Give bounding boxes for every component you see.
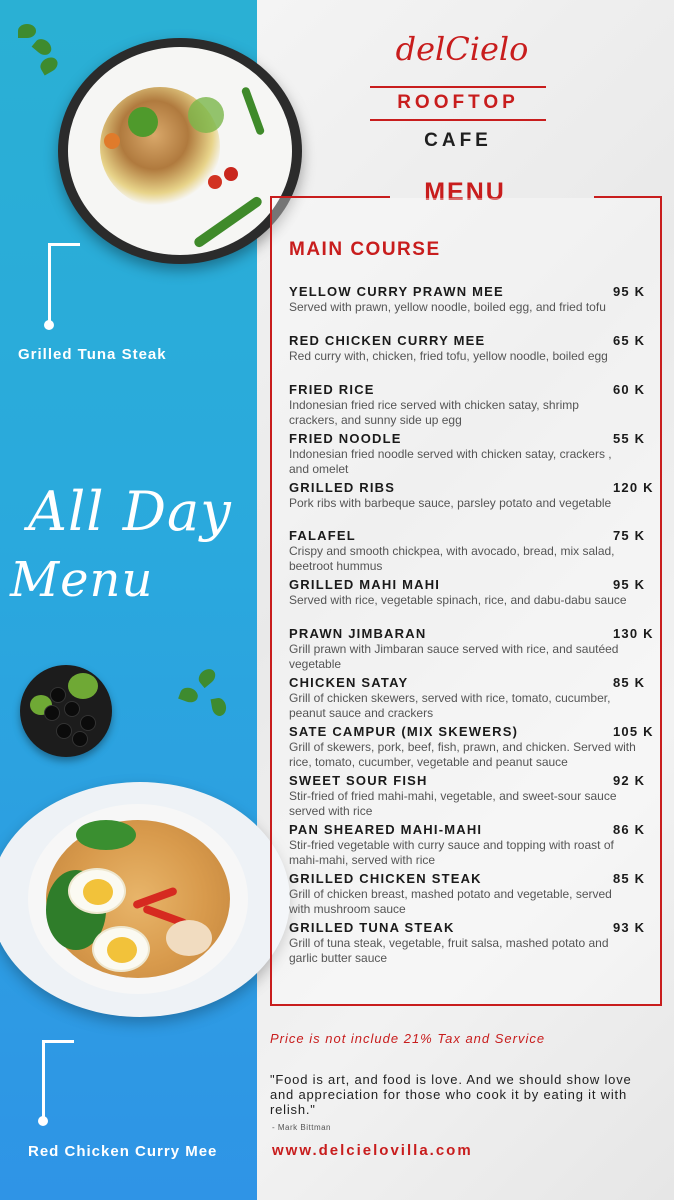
menu-item-description: Indonesian fried rice served with chicken satay, shrimp crackers, and sunny side up egg: [289, 397, 579, 427]
caption-red-chicken-curry: Red Chicken Curry Mee: [28, 1143, 218, 1160]
red-chicken-curry-bowl-image: [0, 782, 290, 1017]
menu-item-name: PRAWN JIMBARAN: [289, 626, 427, 642]
quote-text: "Food is art, and food is love. And we should show love and appreciation for those who cook it by eating it with relish.": [270, 1072, 632, 1117]
menu-item-description: Grill of tuna steak, vegetable, fruit salsa, mashed potato and garlic butter sauce: [289, 935, 609, 965]
caption-marker-line: [48, 243, 80, 246]
menu-item-list: [289, 284, 655, 968]
menu-item-description: Served with rice, vegetable spinach, rice, and dabu-dabu sauce: [289, 593, 627, 608]
menu-item: [289, 920, 655, 969]
menu-item-description: Crispy and smooth chickpea, with avocado, bread, mix salad, beetroot hummus: [289, 544, 615, 574]
caption-marker-line: [42, 1040, 74, 1043]
menu-item-price: 93 K: [613, 919, 646, 935]
menu-item: [289, 577, 655, 626]
all-day-script-title: All Day: [28, 480, 232, 543]
menu-title: MENU: [424, 178, 506, 206]
menu-item: [289, 382, 655, 431]
menu-item-name: SATE CAMPUR (MIX SKEWERS): [289, 724, 519, 740]
menu-item: [289, 333, 655, 382]
menu-item-price: 85 K: [613, 870, 646, 886]
menu-item-name: FALAFEL: [289, 528, 356, 544]
menu-item-name: GRILLED RIBS: [289, 479, 396, 495]
caption-marker-dot: [38, 1116, 48, 1126]
menu-item: [289, 528, 655, 577]
menu-item-price: 75 K: [613, 528, 646, 544]
menu-item-name: GRILLED MAHI MAHI: [289, 577, 441, 593]
menu-item-name: YELLOW CURRY PRAWN MEE: [289, 284, 504, 299]
menu-item-price: 130 K: [613, 626, 654, 642]
menu-item-name: RED CHICKEN CURRY MEE: [289, 332, 486, 348]
menu-item-price: 55 K: [613, 430, 646, 446]
menu-item-price: 105 K: [613, 724, 654, 740]
section-title-main-course: MAIN COURSE: [289, 239, 441, 260]
menu-item-name: PAN SHEARED MAHI-MAHI: [289, 821, 483, 837]
brand-subtitle-cafe: CAFE: [424, 130, 492, 151]
parsley-leaf-icon: [18, 24, 36, 38]
caption-marker-dot: [44, 320, 54, 330]
menu-item-description: Grill of skewers, pork, beef, fish, prawn, and chicken. Served with rice, tomato, cucumber, vegetable and peanut sauce: [289, 740, 636, 770]
menu-item: [289, 724, 655, 773]
menu-item: [289, 480, 655, 529]
menu-item-description: Stir-fried of fried mahi-mahi, vegetable, and sweet-sour sauce served with rice: [289, 788, 617, 818]
menu-item-description: Grill prawn with Jimbaran sauce served with rice, and sautéed vegetable: [289, 642, 619, 672]
menu-item-price: 95 K: [613, 284, 646, 299]
website-link[interactable]: www.delcielovilla.com: [272, 1142, 473, 1159]
menu-item-price: 95 K: [613, 577, 646, 593]
menu-item: [289, 284, 655, 333]
menu-item-name: SWEET SOUR FISH: [289, 772, 428, 788]
menu-item-price: 86 K: [613, 821, 646, 837]
menu-item-name: CHICKEN SATAY: [289, 675, 409, 691]
tax-note: Price is not include 21% Tax and Service: [270, 1031, 546, 1046]
menu-item-description: Indonesian fried noodle served with chicken satay, crackers , and omelet: [289, 446, 612, 476]
menu-item: [289, 675, 655, 724]
menu-item: [289, 626, 655, 675]
brand-logo-name: delCielo: [395, 30, 529, 68]
brand-divider: [370, 119, 546, 121]
olive-bowl-image: [20, 665, 112, 757]
menu-item-description: Pork ribs with barbeque sauce, parsley potato and vegetable: [289, 495, 612, 510]
caption-grilled-tuna: Grilled Tuna Steak: [18, 346, 167, 363]
menu-item: [289, 773, 655, 822]
caption-marker-line: [42, 1040, 45, 1120]
caption-marker-line: [48, 243, 51, 323]
menu-item-description: Grill of chicken breast, mashed potato and vegetable, served with mushroom sauce: [289, 886, 612, 916]
grilled-tuna-plate-image: [58, 38, 302, 264]
menu-item-name: GRILLED TUNA STEAK: [289, 919, 455, 935]
menu-item-name: FRIED NOODLE: [289, 430, 402, 446]
menu-item-description: Stir-fried vegetable with curry sauce and topping with roast of mahi-mahi, served with rice: [289, 837, 614, 867]
menu-item-price: 120 K: [613, 479, 654, 495]
menu-item-price: 92 K: [613, 772, 646, 788]
menu-item-description: Grill of chicken skewers, served with rice, tomato, cucumber, peanut sauce and crackers: [289, 691, 611, 721]
menu-item: [289, 871, 655, 920]
quote-author: - Mark Bittman: [272, 1123, 332, 1132]
menu-item-name: GRILLED CHICKEN STEAK: [289, 870, 482, 886]
menu-item-price: 85 K: [613, 675, 646, 691]
menu-item-price: 65 K: [613, 332, 646, 348]
menu-item-description: Served with prawn, yellow noodle, boiled egg, and fried tofu: [289, 300, 606, 314]
menu-item-name: FRIED RICE: [289, 381, 375, 397]
brand-subtitle-rooftop: ROOFTOP: [397, 92, 519, 113]
menu-item: [289, 822, 655, 871]
menu-item-description: Red curry with, chicken, fried tofu, yellow noodle, boiled egg: [289, 348, 608, 363]
menu-item-price: 60 K: [613, 381, 646, 397]
menu-item: [289, 431, 655, 480]
brand-divider: [370, 86, 546, 88]
menu-script-title: Menu: [10, 552, 154, 608]
